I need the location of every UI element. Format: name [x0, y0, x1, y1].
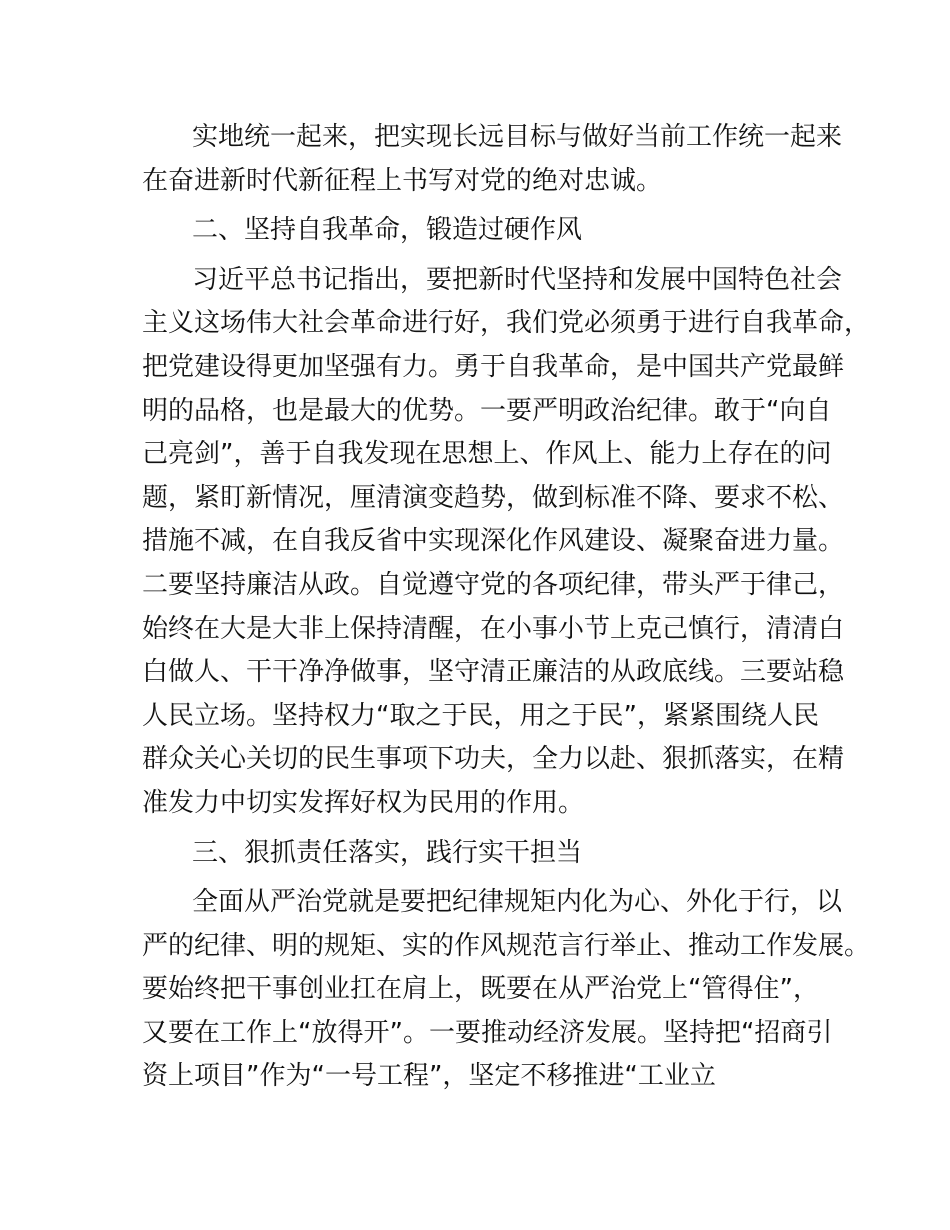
text-line: 在奋进新时代新征程上书写对党的绝对忠诚。: [142, 165, 663, 196]
text-line: 白做人、干干净净做事，坚守清正廉洁的从政底线。三要站稳: [142, 657, 845, 688]
paragraph-section-3: [142, 881, 871, 1099]
text-line: 题，紧盯新情况，厘清演变趋势，做到标准不降、要求不松、: [142, 482, 845, 513]
text-line: 人民立场。坚持权力“取之于民，用之于民”，紧紧围绕人民: [142, 700, 819, 731]
text-line: 主义这场伟大社会革命进行好，我们党必须勇于进行自我革命，: [142, 308, 871, 339]
text-line: 严的纪律、明的规矩、实的作风规范言行举止、推动工作发展。: [142, 930, 871, 961]
text-line: 二要坚持廉洁从政。自觉遵守党的各项纪律，带头严于律己，: [142, 569, 845, 600]
text-line: 群众关心关切的民生事项下功夫，全力以赴、狠抓落实，在精: [142, 744, 845, 775]
heading-text: 三、狠抓责任落实，践行实干担当: [192, 837, 583, 868]
document-body: [142, 116, 871, 1099]
text-line: 准发力中切实发挥好权为民用的作用。: [142, 787, 585, 818]
section-heading-3: [142, 832, 842, 876]
text-line: 把党建设得更加坚强有力。勇于自我革命，是中国共产党最鲜: [142, 351, 845, 382]
text-line: 资上项目”作为“一号工程”，坚定不移推进“工业立: [142, 1061, 716, 1092]
text-line: 又要在工作上“放得开”。一要推动经济发展。坚持把“招商引: [142, 1017, 833, 1048]
text-line: 习近平总书记指出，要把新时代坚持和发展中国特色社会: [192, 264, 843, 295]
text-line: 明的品格，也是最大的优势。一要严明政治纪律。敢于“向自: [142, 395, 832, 426]
text-line: 始终在大是大非上保持清醒，在小事小节上克己慎行，清清白: [142, 613, 845, 644]
text-line: 实地统一起来，把实现长远目标与做好当前工作统一起来: [192, 122, 843, 152]
paragraph-continued: [142, 116, 842, 203]
paragraph-section-2: [142, 259, 871, 826]
heading-text: 二、坚持自我革命，锻造过硬作风: [192, 215, 583, 246]
text-line: 要始终把干事创业扛在肩上，既要在从严治党上“管得住”，: [142, 974, 819, 1005]
text-line: 全面从严治党就是要把纪律规矩内化为心、外化于行，以: [192, 887, 843, 918]
section-heading-2: [142, 209, 842, 253]
text-line: 措施不减，在自我反省中实现深化作风建设、凝聚奋进力量。: [142, 526, 845, 557]
text-line: 己亮剑”，善于自我发现在思想上、作风上、能力上存在的问: [142, 439, 832, 470]
